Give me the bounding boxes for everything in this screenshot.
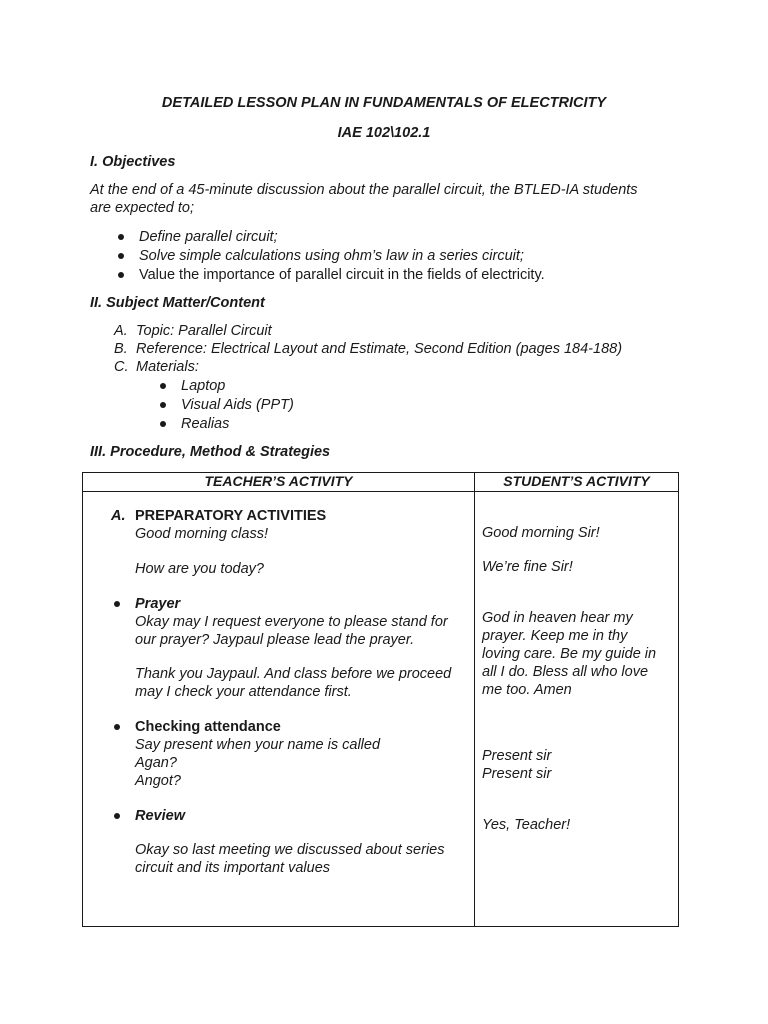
objectives-heading: I. Objectives bbox=[90, 154, 176, 170]
review-title: Review bbox=[135, 808, 185, 824]
bullet-icon bbox=[160, 383, 166, 389]
teacher-greeting: Good morning class! bbox=[135, 526, 268, 542]
material-item: Laptop bbox=[181, 378, 226, 394]
bullet-icon bbox=[118, 272, 124, 278]
student-prayer-line: loving care. Be my guide in bbox=[482, 646, 657, 662]
student-activity-cell bbox=[475, 492, 679, 927]
student-prayer-line: me too. Amen bbox=[482, 682, 572, 698]
attendance-text-line: Agan? bbox=[135, 755, 177, 771]
teacher-column-header: TEACHER’S ACTIVITY bbox=[83, 473, 475, 492]
subject-item: Reference: Electrical Layout and Estimate, Second Edition (pages 184-188) bbox=[136, 341, 623, 357]
objectives-intro-line2: are expected to; bbox=[90, 200, 194, 216]
subject-marker: A. bbox=[114, 323, 128, 339]
bullet-icon bbox=[160, 402, 166, 408]
student-prayer-line: all I do. Bless all who love bbox=[482, 664, 649, 680]
document-title: DETAILED LESSON PLAN IN FUNDAMENTALS OF ELECTRICITY bbox=[161, 95, 607, 111]
section-title: PREPARATORY ACTIVITIES bbox=[135, 508, 327, 524]
objective-item: Solve simple calculations using ohm’s law in a series circuit; bbox=[139, 248, 524, 264]
student-prayer-line: prayer. Keep me in thy bbox=[482, 628, 628, 644]
subject-marker: C. bbox=[114, 359, 129, 375]
subject-item: Topic: Parallel Circuit bbox=[136, 323, 272, 339]
bullet-icon bbox=[114, 601, 120, 607]
objective-item: Value the importance of parallel circuit in the fields of electricity. bbox=[139, 267, 545, 283]
subject-marker: B. bbox=[114, 341, 128, 357]
objectives-intro-line1: At the end of a 45-minute discussion about the parallel circuit, the BTLED-IA students bbox=[90, 182, 638, 198]
thanks-text-line: Thank you Jaypaul. And class before we proceed bbox=[135, 666, 452, 682]
student-prayer-line: God in heaven hear my bbox=[482, 610, 633, 626]
procedure-table bbox=[82, 472, 679, 927]
teacher-how-are-you: How are you today? bbox=[135, 561, 264, 577]
student-present: Present sir bbox=[482, 766, 552, 782]
bullet-icon bbox=[118, 234, 124, 240]
teacher-activity-cell bbox=[83, 492, 475, 927]
student-fine: We’re fine Sir! bbox=[482, 559, 573, 575]
section-marker: A. bbox=[111, 508, 126, 524]
attendance-title: Checking attendance bbox=[135, 719, 281, 735]
subject-heading: II. Subject Matter/Content bbox=[90, 295, 265, 311]
prayer-text-line: Okay may I request everyone to please stand for bbox=[135, 614, 448, 630]
procedure-heading: III. Procedure, Method & Strategies bbox=[90, 444, 331, 460]
course-code: IAE 102\102.1 bbox=[337, 125, 431, 141]
attendance-text-line: Angot? bbox=[135, 773, 181, 789]
review-text-line: circuit and its important values bbox=[135, 860, 331, 876]
objective-item: Define parallel circuit; bbox=[139, 229, 278, 245]
prayer-title: Prayer bbox=[135, 596, 181, 612]
attendance-text-line: Say present when your name is called bbox=[135, 737, 381, 753]
student-column-header: STUDENT’S ACTIVITY bbox=[475, 473, 679, 492]
student-yes: Yes, Teacher! bbox=[482, 817, 571, 833]
subject-item: Materials: bbox=[136, 359, 199, 375]
thanks-text-line: may I check your attendance first. bbox=[135, 684, 352, 700]
student-greeting: Good morning Sir! bbox=[482, 525, 600, 541]
material-item: Realias bbox=[181, 416, 230, 432]
material-item: Visual Aids (PPT) bbox=[181, 397, 294, 413]
student-present: Present sir bbox=[482, 748, 552, 764]
bullet-icon bbox=[160, 421, 166, 427]
bullet-icon bbox=[118, 253, 124, 259]
prayer-text-line: our prayer? Jaypaul please lead the prayer. bbox=[135, 632, 415, 648]
review-text-line: Okay so last meeting we discussed about series bbox=[135, 842, 445, 858]
bullet-icon bbox=[114, 724, 120, 730]
bullet-icon bbox=[114, 813, 120, 819]
